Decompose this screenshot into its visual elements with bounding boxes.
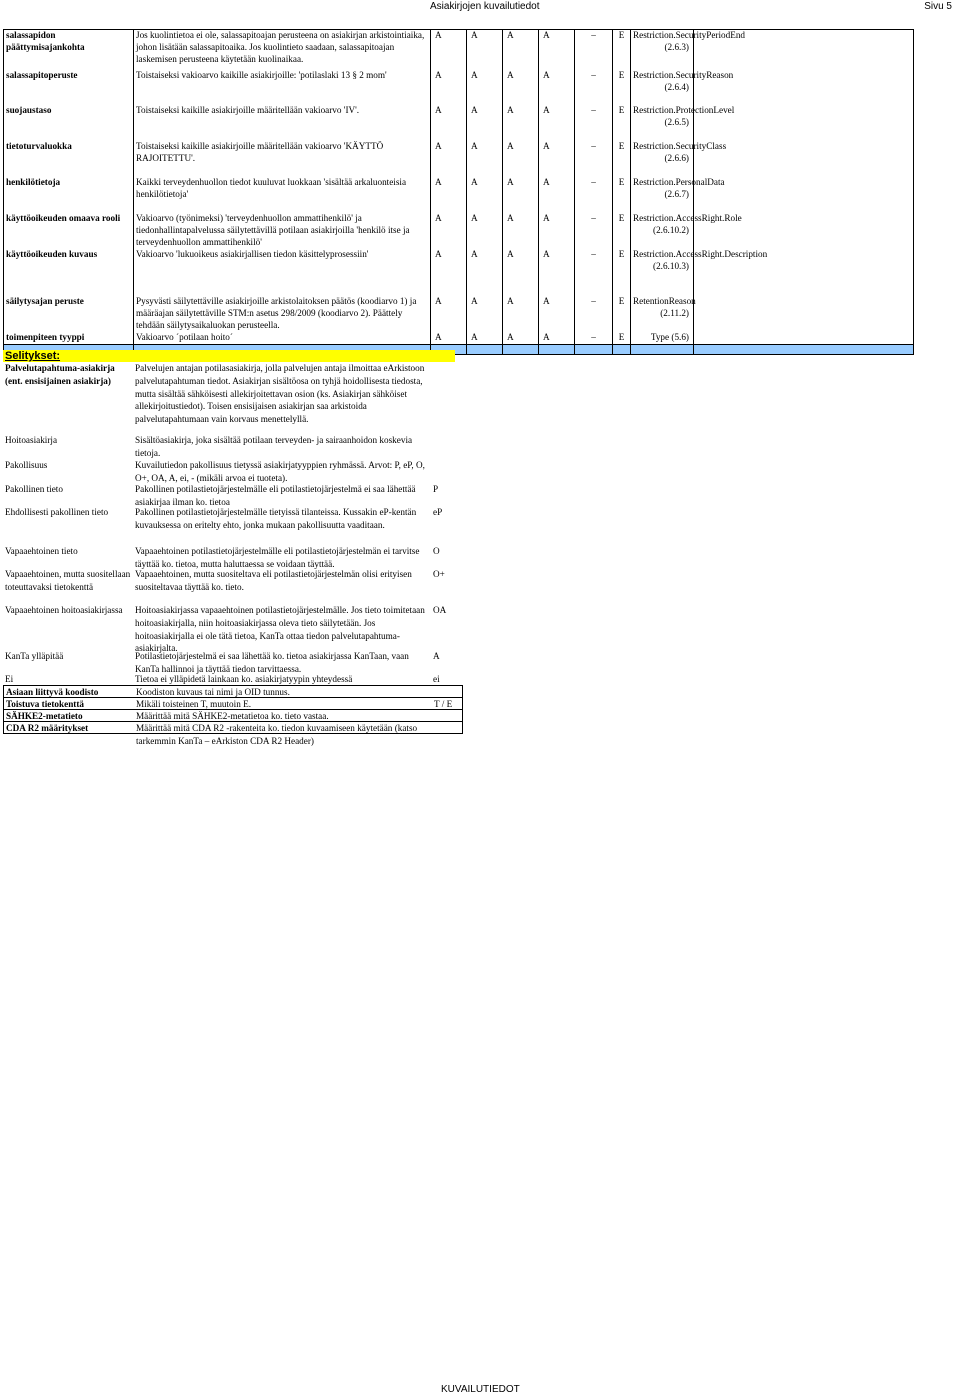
explanation-term: Ei [5, 674, 14, 684]
explanation-description: Kuvailutiedon pakollisuus tietyssä asiakirjatyyppien ryhmässä. Arvot: P, eP, O, O+, OA, A, ei, - (mikäli arvoa ei tuoteta). [135, 460, 425, 483]
explanation-term: SÄHKE2-metatieto [6, 711, 83, 721]
row-value-4: A [539, 105, 575, 141]
row-description: Vakioarvo ´potilaan hoito´ [134, 332, 431, 345]
explanation-value: A [433, 651, 440, 661]
explanations-title: Selitykset: [3, 350, 455, 362]
row-value-3: A [503, 177, 539, 213]
row-description: Kaikki terveydenhuollon tiedot kuuluvat luokkaan 'sisältää arkaluonteisia henkilötietoja' [134, 177, 431, 213]
row-repeat: E [613, 105, 631, 141]
separator-cell [575, 345, 613, 355]
row-repeat: E [613, 70, 631, 105]
row-value-2: A [467, 70, 503, 105]
row-value-5: – [575, 30, 613, 71]
row-description: Vakioarvo (työnimeksi) 'terveydenhuollon ammattihenkilö' ja tiedonhallintapalvelussa säilytettävillä potilaan asiakirjoilla 'henkilö itse ja terveydenhuollon ammattihenkilö' [134, 213, 431, 249]
row-value-4: A [539, 141, 575, 177]
separator-cell [613, 345, 631, 355]
row-value-3: A [503, 213, 539, 249]
row-value-1: A [431, 141, 467, 177]
row-value-1: A [431, 249, 467, 296]
row-value-4: A [539, 296, 575, 332]
explanation-description: Pakollinen potilastietojärjestelmälle eli potilastietojärjestelmä ei saa lähettää asiakirjaa ilman ko. tietoa [135, 484, 416, 507]
explanation-description: Hoitoasiakirjassa vapaaehtoinen potilastietojärjestelmälle. Jos tieto toimitetaan hoitoasiakirjalla, niin hoitoasiakirjassa oleva tieto säilytetään. Jos hoitoasiakirjalla ei ole tätä tietoa, KanTa ottaa tiedon palvelutapahtuma-asiakirjalta. [135, 605, 425, 654]
page-number: Sivu 5 [924, 1, 952, 12]
explanation-description: Koodiston kuvaus tai nimi ja OID tunnus. [136, 687, 290, 697]
row-repeat: E [613, 141, 631, 177]
row-name: suojaustaso [4, 105, 134, 141]
row-value-2: A [467, 249, 503, 296]
row-value-5: – [575, 141, 613, 177]
row-value-5: – [575, 70, 613, 105]
row-value-3: A [503, 249, 539, 296]
row-value-3: A [503, 105, 539, 141]
separator-cell [631, 345, 694, 355]
row-value-1: A [431, 30, 467, 71]
row-description: Vakioarvo 'lukuoikeus asiakirjallisen tiedon käsittelyprosessiin' [134, 249, 431, 296]
explanation-term: Vapaaehtoinen, mutta suositellaan toteuttavaksi tietokenttä [5, 569, 131, 592]
row-value-3: A [503, 70, 539, 105]
separator-cell [694, 345, 914, 355]
explanation-value: T / E [434, 699, 453, 709]
explanation-term: Hoitoasiakirja [5, 435, 58, 445]
row-sahke2: Restriction.ProtectionLevel (2.6.5) [631, 105, 694, 141]
row-cda [694, 332, 914, 345]
explanation-term: CDA R2 määritykset [6, 723, 89, 733]
explanation-description: Potilastietojärjestelmä ei saa lähettää ko. tietoa asiakirjassa KanTaan, vaan KanTa hallinnoi ja täyttää tiedon tarvittaessa. [135, 651, 409, 674]
explanation-description: Tietoa ei ylläpidetä lainkaan ko. asiakirjatyypin yhteydessä [135, 674, 353, 684]
row-value-2: A [467, 30, 503, 71]
row-repeat: E [613, 177, 631, 213]
explanation-description: Sisältöasiakirja, joka sisältää potilaan terveyden- ja sairaanhoidon koskevia tietoja. [135, 435, 413, 458]
row-description: Jos kuolintietoa ei ole, salassapitoajan perusteena on asiakirjan arkistointiaika, johon lisätään salassapitoaika. Jos kuolintieto saadaan, salassapitoajan laskemisen perusteena käytetään kuolinaikaa. [134, 30, 431, 71]
row-value-1: A [431, 70, 467, 105]
page-header [0, 0, 960, 14]
row-value-1: A [431, 332, 467, 345]
row-value-4: A [539, 70, 575, 105]
explanation-term: Vapaaehtoinen hoitoasiakirjassa [5, 605, 123, 615]
row-name: tietoturvaluokka [4, 141, 134, 177]
row-description: Pysyvästi säilytettäville asiakirjoille arkistolaitoksen päätös (koodiarvo 1) ja määräajan säilytettäville STM:n asetus 298/2009 (koodiarvo 2). Päättely tehdään säilytysaikaluokan perusteella. [134, 296, 431, 332]
explanation-term: KanTa ylläpitää [5, 651, 64, 661]
explanation-item [3, 721, 463, 746]
table-row [4, 332, 914, 345]
explanation-description: Vapaaehtoinen, mutta suositeltava eli potilastietojärjestelmän olisi erityisen suositeltavaa täyttää ko. tieto. [135, 569, 412, 592]
row-sahke2: Restriction.SecurityPeriodEnd (2.6.3) [631, 30, 694, 71]
row-value-4: A [539, 332, 575, 345]
table-row [4, 177, 914, 213]
explanation-term: Vapaaehtoinen tieto [5, 546, 78, 556]
row-sahke2: Restriction.AccessRight.Description (2.6.10.3) [631, 249, 694, 296]
row-value-5: – [575, 105, 613, 141]
table-row [4, 70, 914, 105]
row-repeat: E [613, 213, 631, 249]
row-value-3: A [503, 332, 539, 345]
row-value-4: A [539, 30, 575, 71]
explanation-description: Palvelujen antajan potilasasiakirja, jolla palvelujen antaja ilmoittaa eArkistoon palvelutapahtuman tiedot. Asiakirjan sisältöosa on tyhjä hoidollisesta tiedosta, mutta sisältää sähköisesti allekirjoitettavan osion (ks. Asiakirjan sähköiset allekirjoitustiedot). Toisen ensisijaisen asiakirjan saa arkistoida palvelutapahtumaan vain korvaus menettelyllä. [135, 363, 425, 425]
row-value-1: A [431, 105, 467, 141]
explanation-term: Palvelutapahtuma-asiakirja (ent. ensisijainen asiakirja) [5, 363, 115, 386]
page-footer: KUVAILUTIEDOT [441, 1384, 520, 1395]
row-name: toimenpiteen tyyppi [4, 332, 134, 345]
row-value-4: A [539, 213, 575, 249]
row-value-1: A [431, 213, 467, 249]
row-name: salassapitoperuste [4, 70, 134, 105]
row-value-2: A [467, 105, 503, 141]
table-row [4, 296, 914, 332]
explanation-value: OA [433, 605, 447, 615]
row-value-3: A [503, 30, 539, 71]
row-repeat: E [613, 249, 631, 296]
table-row [4, 105, 914, 141]
row-value-5: – [575, 249, 613, 296]
table-row [4, 213, 914, 249]
row-name: henkilötietoja [4, 177, 134, 213]
explanation-term: Asiaan liittyvä koodisto [6, 687, 99, 697]
row-sahke2: Restriction.AccessRight.Role (2.6.10.2) [631, 213, 694, 249]
row-sahke2: Restriction.SecurityReason (2.6.4) [631, 70, 694, 105]
row-cda [694, 141, 914, 177]
explanation-description: Mikäli toisteinen T, muutoin E. [136, 699, 252, 709]
explanation-term: Pakollinen tieto [5, 484, 63, 494]
table-row [4, 30, 914, 71]
explanation-value: eP [433, 507, 443, 517]
row-repeat: E [613, 30, 631, 71]
row-sahke2: Restriction.SecurityClass (2.6.6) [631, 141, 694, 177]
row-value-2: A [467, 213, 503, 249]
row-value-1: A [431, 296, 467, 332]
row-cda [694, 296, 914, 332]
row-value-2: A [467, 332, 503, 345]
separator-cell [467, 345, 503, 355]
explanation-value: O [433, 546, 440, 556]
row-description: Toistaiseksi kaikille asiakirjoille määritellään vakioarvo 'KÄYTTÖ RAJOITETTU'. [134, 141, 431, 177]
row-name: säilytysajan peruste [4, 296, 134, 332]
row-description: Toistaiseksi vakioarvo kaikille asiakirjoille: 'potilaslaki 13 § 2 mom' [134, 70, 431, 105]
row-value-4: A [539, 177, 575, 213]
row-description: Toistaiseksi kaikille asiakirjoille määritellään vakioarvo 'IV'. [134, 105, 431, 141]
row-value-3: A [503, 296, 539, 332]
row-sahke2: RetentionReason (2.11.2) [631, 296, 694, 332]
explanation-term: Toistuva tietokenttä [6, 699, 85, 709]
row-name: salassapidon päättymisajankohta [4, 30, 134, 71]
explanation-value: P [433, 484, 439, 494]
row-value-3: A [503, 141, 539, 177]
row-value-2: A [467, 141, 503, 177]
row-name: käyttöoikeuden kuvaus [4, 249, 134, 296]
row-sahke2: Restriction.PersonalData (2.6.7) [631, 177, 694, 213]
metadata-table [3, 29, 914, 355]
row-cda [694, 177, 914, 213]
table-row [4, 141, 914, 177]
row-value-5: – [575, 332, 613, 345]
explanation-description: Määrittää mitä CDA R2 -rakenteita ko. tiedon kuvaamiseen käytetään (katso tarkemmin KanTa – eArkiston CDA R2 Header) [136, 723, 418, 746]
row-name: käyttöoikeuden omaava rooli [4, 213, 134, 249]
separator-cell [503, 345, 539, 355]
row-value-1: A [431, 177, 467, 213]
row-value-5: – [575, 177, 613, 213]
explanation-term: Ehdollisesti pakollinen tieto [5, 507, 109, 517]
document-title: Asiakirjojen kuvailutiedot [430, 1, 540, 12]
row-value-5: – [575, 296, 613, 332]
row-value-4: A [539, 249, 575, 296]
row-value-2: A [467, 177, 503, 213]
separator-cell [539, 345, 575, 355]
row-value-2: A [467, 296, 503, 332]
table-row [4, 249, 914, 296]
row-repeat: E [613, 296, 631, 332]
row-repeat: E [613, 332, 631, 345]
explanation-value: O+ [433, 569, 445, 579]
explanation-description: Pakollinen potilastietojärjestelmälle tietyissä tilanteissa. Kussakin eP-kentän kuvauksessa on eritelty ehto, jonka mukaan pakollisuutta vaaditaan. [135, 507, 417, 530]
explanation-value: ei [433, 674, 440, 684]
row-value-5: – [575, 213, 613, 249]
explanation-description: Määrittää mitä SÄHKE2-metatietoa ko. tieto vastaa. [136, 711, 329, 721]
row-sahke2: Type (5.6) [631, 332, 694, 345]
explanation-description: Vapaaehtoinen potilastietojärjestelmälle eli potilastietojärjestelmän ei tarvitse täyttää ko. tietoa, mutta haluttaessa se voidaan täyttää. [135, 546, 420, 569]
explanation-term: Pakollisuus [5, 460, 48, 470]
